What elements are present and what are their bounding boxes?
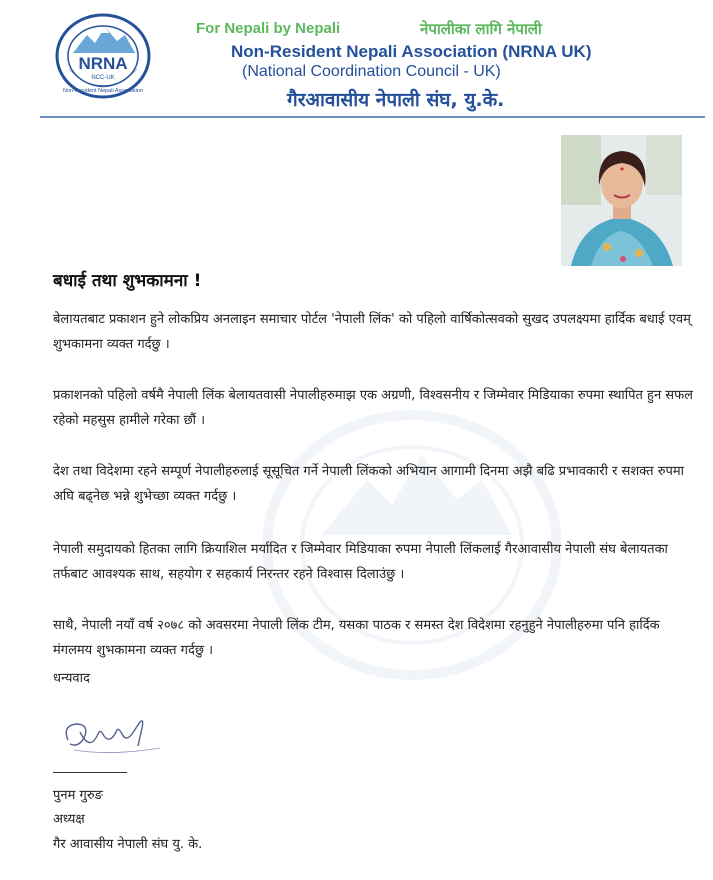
svg-text:NRNA: NRNA xyxy=(78,54,128,73)
svg-text:NCC-UK: NCC-UK xyxy=(91,75,115,81)
organization-name-nepali: गैरआवासीय नेपाली संघ, यु.के. xyxy=(287,89,505,111)
closing-thanks: धन्यवाद xyxy=(53,671,90,686)
organization-subtitle: (National Coordination Council - UK) xyxy=(242,63,501,80)
letter-paragraph: नेपाली समुदायको हितका लागि क्रियाशिल मर्यादित र जिम्मेवार मिडियाका रुपमा नेपाली लिंकलाई गैरआवासीय नेपाली संघ बेलायतका तर्फबाट आवश्यक साथ, सहयोग र सहकार्य निरन्तर रहने विश्वास दिलाउंछु । xyxy=(53,542,668,582)
header-divider xyxy=(40,116,705,118)
handwritten-signature xyxy=(60,712,170,756)
letter-paragraph: बेलायतबाट प्रकाशन हुने लोकप्रिय अनलाइन समाचार पोर्टल 'नेपाली लिंक' को पहिलो वार्षिकोत्सवको सुखद उपलक्ष्यमा हार्दिक बधाई एवम् शुभकामना व्यक्त गर्दछु । xyxy=(53,312,691,352)
signatory-title: अध्यक्ष xyxy=(53,812,85,827)
letter-paragraph: प्रकाशनको पहिलो वर्षमै नेपाली लिंक बेलायतवासी नेपालीहरुमाझ एक अग्रणी, विश्वसनीय र जिम्मेवार मिडियाका रुपमा स्थापित हुन सफल रहेको महसुस हामीले गरेका छौं । xyxy=(53,388,693,428)
signatory-organization: गैर आवासीय नेपाली संघ यु. के. xyxy=(53,837,203,852)
signature-line xyxy=(53,772,127,773)
greeting-heading: बधाई तथा शुभकामना ! xyxy=(53,271,202,291)
tagline-nepali: नेपालीका लागि नेपाली xyxy=(420,20,542,38)
organization-name: Non-Resident Nepali Association (NRNA UK) xyxy=(231,42,592,61)
nrna-logo xyxy=(55,13,151,99)
letter-paragraph: देश तथा विदेशमा रहने सम्पूर्ण नेपालीहरुलाई सूसूचित गर्ने नेपाली लिंकको अभियान आगामी दिनमा अझै बढि प्रभावकारी र सशक्त रुपमा अघि बढ्नेछ भन्ने शुभेच्छा व्यक्त गर्दछु । xyxy=(53,464,684,504)
signatory-name: पुनम गुरुङ xyxy=(53,788,103,803)
svg-text:Non-Resident Nepali Associatio: Non-Resident Nepali Association xyxy=(62,88,144,94)
letter-paragraph: साथै, नेपाली नयाँ वर्ष २०७८ को अवसरमा नेपाली लिंक टीम, यसका पाठक र समस्त देश विदेशमा रहनुहुने नेपालीहरुमा पनि हार्दिक मंगलमय शुभकामना व्यक्त गर्दछु । xyxy=(53,618,660,658)
tagline-english: For Nepali by Nepali xyxy=(196,20,341,37)
signatory-photo xyxy=(561,135,682,266)
